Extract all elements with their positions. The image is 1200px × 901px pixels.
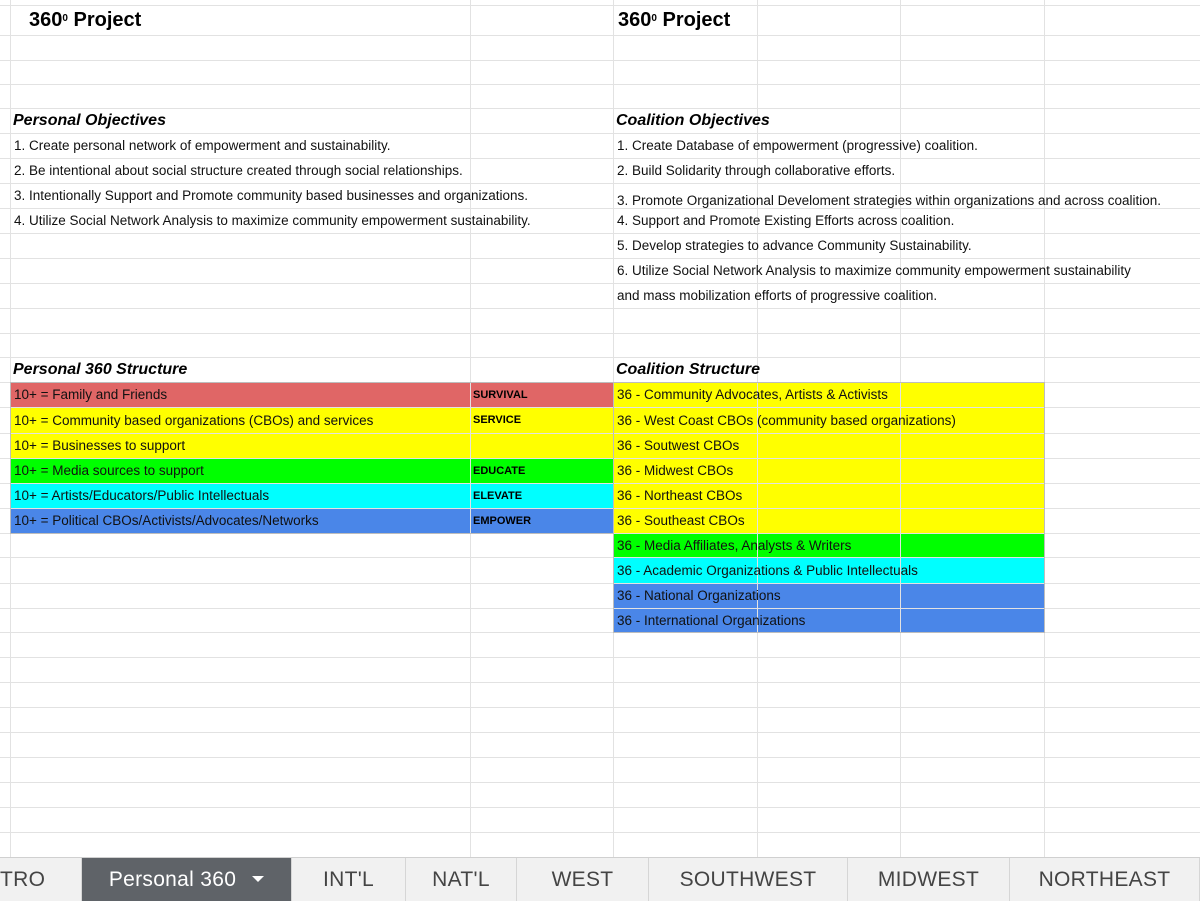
tab-label: INT'L [322, 867, 375, 891]
coalition-objective-item[interactable] [613, 258, 1200, 283]
tab-label: MIDWEST [877, 867, 980, 891]
structure-border [613, 632, 1044, 633]
coalition-objective-item-text: 6. Utilize Social Network Analysis to maximize community empowerment sustainability [617, 263, 1131, 278]
tab-tro[interactable] [0, 858, 82, 901]
structure-border [1044, 382, 1045, 633]
personal-objectives-heading[interactable] [10, 108, 413, 133]
coalition-structure-label[interactable] [613, 508, 1037, 533]
row-gridline [0, 308, 1200, 309]
personal-structure-label[interactable] [10, 433, 464, 458]
right-project-title[interactable] [599, 5, 762, 35]
personal-structure-label-text: 10+ = Artists/Educators/Public Intellectuals [14, 488, 270, 503]
left-project-title[interactable] [10, 5, 489, 35]
structure-border [10, 533, 613, 534]
personal-objective-item[interactable] [10, 133, 604, 158]
coalition-objective-item-text: 4. Support and Promote Existing Efforts across coalition. [617, 213, 955, 228]
tab-west[interactable] [517, 858, 649, 901]
row-gridline [0, 60, 1200, 61]
tab-southwest[interactable] [649, 858, 848, 901]
coalition-structure-heading[interactable] [613, 357, 1016, 382]
row-gridline [0, 757, 1200, 758]
personal-structure-label-text: 10+ = Political CBOs/Activists/Advocates/Networks [14, 513, 319, 528]
tab-midwest[interactable] [848, 858, 1010, 901]
coalition-structure-label-text: 36 - Academic Organizations & Public Intellectuals [617, 562, 918, 578]
coalition-structure-label[interactable] [613, 483, 1037, 508]
personal-objective-item-text: 4. Utilize Social Network Analysis to maximize community empowerment sustainability. [14, 213, 531, 228]
tab-label: SOUTHWEST [679, 867, 817, 891]
personal-structure-tag-text: SURVIVAL [473, 388, 528, 401]
coalition-structure-label-text: 36 - National Organizations [617, 588, 781, 603]
row-gridline [0, 707, 1200, 708]
personal-structure-tag[interactable] [470, 407, 613, 433]
coalition-objectives-heading[interactable] [613, 108, 1016, 133]
personal-structure-tag[interactable] [470, 508, 613, 533]
tab-northeast[interactable] [1010, 858, 1200, 901]
personal-structure-tag-text: SERVICE [473, 414, 522, 426]
tab-label: Personal 360 [108, 867, 237, 891]
tab-label: TRO [0, 867, 46, 891]
personal-structure-label[interactable] [10, 483, 464, 508]
personal-structure-label[interactable] [10, 458, 464, 483]
coalition-structure-label[interactable] [613, 557, 1037, 583]
coalition-structure-heading-text: Coalition Structure [616, 360, 761, 378]
personal-structure-heading[interactable] [10, 357, 413, 382]
personal-structure-label[interactable] [10, 382, 464, 407]
coalition-structure-label[interactable] [613, 533, 1037, 557]
tab-label: NORTHEAST [1038, 867, 1171, 891]
tab-int-l[interactable] [292, 858, 406, 901]
personal-structure-tag-text: EDUCATE [473, 464, 526, 477]
coalition-objective-item[interactable] [613, 133, 1200, 158]
coalition-structure-label[interactable] [613, 433, 1037, 458]
coalition-structure-label[interactable] [613, 583, 1037, 608]
coalition-structure-label-text: 36 - Southeast CBOs [617, 513, 745, 528]
coalition-objective-item-text: 2. Build Solidarity through collaborative efforts. [617, 163, 896, 178]
coalition-structure-label-text: 36 - West Coast CBOs (community based organizations) [617, 412, 956, 428]
row-gridline [0, 782, 1200, 783]
chevron-down-icon[interactable] [252, 876, 264, 882]
coalition-objective-item-text: 3. Promote Organizational Develoment strategies within organizations and across coalition. [617, 193, 1162, 208]
personal-objective-item[interactable] [10, 158, 604, 183]
personal-structure-label-text: 10+ = Community based organizations (CBOs) and services [14, 412, 374, 428]
tab-label: WEST [551, 867, 614, 891]
row-gridline [0, 682, 1200, 683]
personal-structure-tag[interactable] [470, 458, 613, 483]
personal-objective-item-text: 3. Intentionally Support and Promote community based businesses and organizations. [14, 188, 529, 203]
coalition-objective-item-text: 1. Create Database of empowerment (progressive) coalition. [617, 138, 978, 153]
coalition-structure-label-text: 36 - Midwest CBOs [617, 463, 734, 478]
coalition-structure-label-text: 36 - Northeast CBOs [617, 488, 743, 503]
coalition-structure-label-text: 36 - Soutwest CBOs [617, 438, 740, 453]
sheet-tab-bar [0, 857, 1200, 901]
personal-objective-item-text: 1. Create personal network of empowerment and sustainability. [14, 138, 391, 153]
left-title-number: 360 [29, 8, 63, 31]
coalition-structure-label-text: 36 - Community Advocates, Artists & Activists [617, 387, 888, 402]
right-title-number: 360 [618, 8, 652, 31]
coalition-objective-item[interactable] [613, 183, 1200, 208]
personal-structure-tag-text: EMPOWER [473, 514, 532, 527]
personal-structure-label-text: 10+ = Media sources to support [14, 463, 204, 478]
personal-structure-heading-text: Personal 360 Structure [13, 360, 188, 378]
coalition-structure-label[interactable] [613, 608, 1037, 632]
personal-structure-label[interactable] [10, 508, 464, 533]
row-gridline [0, 84, 1200, 85]
row-gridline [0, 807, 1200, 808]
coalition-objective-item-text: 5. Develop strategies to advance Community Sustainability. [617, 238, 972, 253]
personal-structure-label[interactable] [10, 407, 464, 433]
left-title-superscript: 0 [62, 12, 68, 24]
personal-objective-item-text: 2. Be intentional about social structure created through social relationships. [14, 163, 463, 178]
left-title-rest: Project [67, 8, 142, 31]
coalition-structure-label-text: 36 - Media Affiliates, Analysts & Writers [617, 537, 852, 553]
coalition-structure-label[interactable] [613, 382, 1037, 407]
coalition-objective-item[interactable] [613, 233, 1200, 258]
row-gridline [0, 35, 1200, 36]
right-title-rest: Project [656, 8, 731, 31]
tab-nat-l[interactable] [406, 858, 517, 901]
row-gridline [0, 832, 1200, 833]
personal-structure-tag-text: ELEVATE [473, 489, 523, 502]
coalition-objectives-heading-text: Coalition Objectives [616, 111, 770, 129]
row-gridline [0, 333, 1200, 334]
coalition-structure-label[interactable] [613, 458, 1037, 483]
tab-personal-360[interactable] [82, 858, 292, 901]
coalition-structure-label[interactable] [613, 407, 1037, 433]
personal-structure-tag[interactable] [470, 483, 613, 508]
personal-objective-item[interactable] [10, 183, 604, 208]
coalition-objective-item[interactable] [613, 283, 1200, 308]
coalition-structure-label-text: 36 - International Organizations [617, 612, 806, 628]
right-title-superscript: 0 [651, 12, 657, 24]
personal-structure-label-text: 10+ = Businesses to support [14, 438, 186, 453]
coalition-objective-item-text: and mass mobilization efforts of progressive coalition. [617, 288, 938, 303]
row-gridline [0, 657, 1200, 658]
personal-objectives-heading-text: Personal Objectives [13, 111, 166, 129]
personal-structure-tag[interactable] [470, 382, 613, 407]
coalition-objective-item[interactable] [613, 208, 1200, 233]
personal-structure-label-text: 10+ = Family and Friends [14, 387, 168, 402]
coalition-objective-item[interactable] [613, 158, 1200, 183]
row-gridline [0, 732, 1200, 733]
tab-label: NAT'L [432, 867, 490, 891]
personal-objective-item[interactable] [10, 208, 604, 233]
